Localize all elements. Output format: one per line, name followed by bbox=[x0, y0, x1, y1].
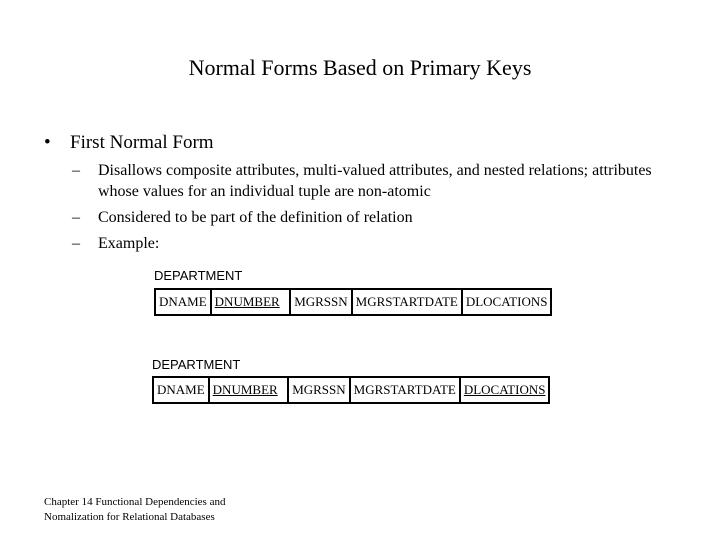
primary-key-label: DNUMBER bbox=[214, 294, 280, 309]
slide-footer bbox=[44, 495, 225, 525]
table-cell: MGRSSN bbox=[288, 377, 349, 403]
footer-line-2: Nomalization for Relational Databases bbox=[44, 511, 215, 523]
sub-bullet-text: Considered to be part of the definition of relation bbox=[98, 209, 413, 226]
table-row bbox=[155, 289, 551, 315]
table-row bbox=[153, 377, 549, 403]
sub-bullet-text: Example: bbox=[98, 235, 160, 252]
relation-table-1 bbox=[154, 288, 552, 316]
table-cell-primary-key bbox=[211, 289, 291, 315]
table-cell: MGRSSN bbox=[290, 289, 351, 315]
dash-icon: – bbox=[72, 209, 80, 226]
footer-line-1: Chapter 14 Functional Dependencies and bbox=[44, 496, 226, 508]
slide-title: Normal Forms Based on Primary Keys bbox=[188, 55, 532, 80]
table-cell: MGRSTARTDATE bbox=[350, 377, 460, 403]
table-cell: DLOCATIONS bbox=[462, 289, 552, 315]
dash-icon: – bbox=[72, 162, 80, 179]
sub-bullet-3 bbox=[72, 233, 668, 254]
primary-key-label: DLOCATIONS bbox=[463, 382, 546, 397]
relation-table-2 bbox=[152, 376, 550, 404]
sub-bullet-text: Disallows composite attributes, multi-valued attributes, and nested relations; attributes whose values for an individual tuple are non-atomic bbox=[98, 162, 652, 200]
sub-bullet-2 bbox=[72, 207, 668, 228]
primary-key-label: DNUMBER bbox=[212, 382, 278, 397]
table-cell: DNAME bbox=[153, 377, 209, 403]
main-bullet bbox=[44, 132, 214, 154]
dash-icon: – bbox=[72, 235, 80, 252]
main-bullet-text: First Normal Form bbox=[70, 132, 214, 153]
table-cell-primary-key bbox=[209, 377, 289, 403]
relation-name-2: DEPARTMENT bbox=[152, 357, 241, 372]
relation-name-1: DEPARTMENT bbox=[154, 268, 243, 283]
table-cell: DNAME bbox=[155, 289, 211, 315]
table-cell: MGRSTARTDATE bbox=[352, 289, 462, 315]
table-cell-primary-key bbox=[460, 377, 550, 403]
bullet-dot-icon: • bbox=[44, 132, 51, 153]
sub-bullet-1 bbox=[72, 160, 668, 202]
